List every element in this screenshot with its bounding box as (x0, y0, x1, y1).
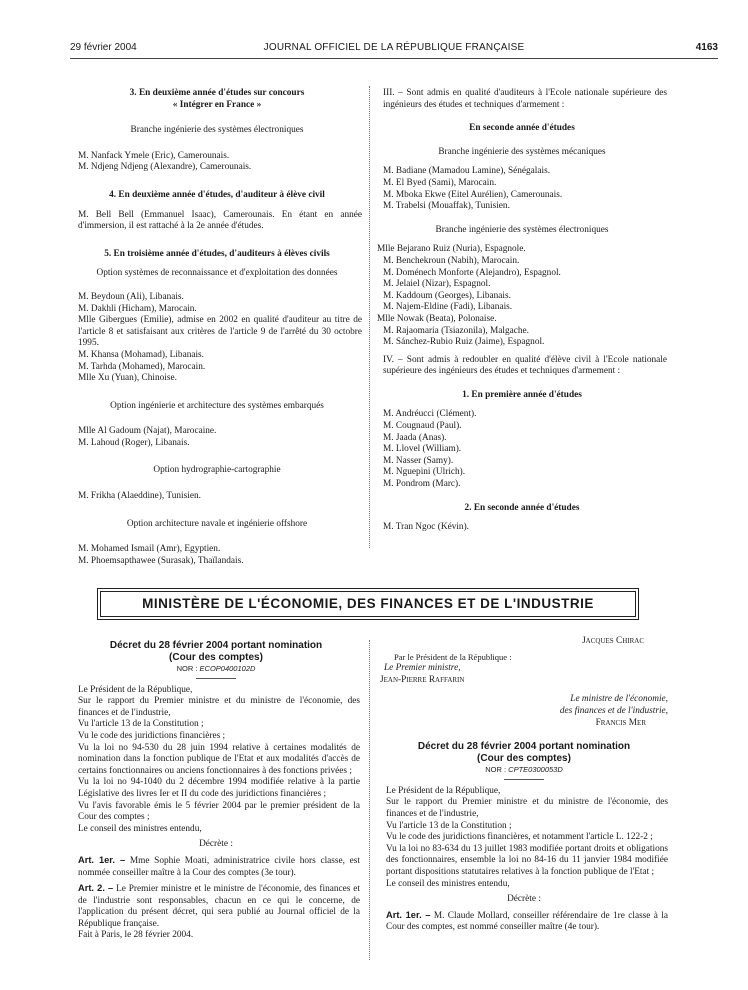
decree-1-para: Vu la loi no 94-530 du 28 juin 1994 relative à certaines modalités de nomination dans la fonction publique de l'Etat et aux modalités d'accès de certains fonctionnaires ou anciens fonctionnaires à des fonctions privées ; (78, 742, 360, 776)
page-number: 4163 (695, 42, 718, 53)
list-item: M. Doménech Monforte (Alejandro), Espagnol. (383, 267, 561, 278)
list-item: M. Frikha (Alaeddine), Tunisien. (78, 491, 201, 502)
section-4-title: 4. En deuxième année d'études, d'auditeur à élève civil (109, 189, 325, 200)
list-item: M. Jaada (Anas). (383, 432, 447, 443)
section-iii-branch-2: Branche ingénierie des systèmes électroniques (435, 224, 609, 235)
list-item: M. Cougnaud (Paul). (383, 421, 462, 432)
option-1-title: Option systèmes de reconnaissance et d'exploitation des données (96, 268, 338, 279)
decree-1-para: Le conseil des ministres entendu, (78, 823, 202, 834)
header-date: 29 février 2004 (70, 42, 137, 53)
signature-par-le-president: Par le Président de la République : (394, 651, 512, 662)
decree-2-title: Décret du 28 février 2004 portant nomination (417, 741, 631, 753)
section-3-subtitle: « Intégrer en France » (172, 99, 262, 110)
list-item: M. Nasser (Samy). (383, 455, 454, 466)
left-column-top (72, 88, 362, 567)
decree-2-art-1: Art. 1er. – M. Claude Mollard, conseiller référendaire de 1re classe à la Cour des comptes, est nommé conseiller maître (4e tour). (386, 909, 668, 933)
decree-2-rule (504, 779, 544, 780)
list-item: M. Benchekroun (Nabih), Marocain. (383, 255, 520, 266)
section-4-text: M. Bell Bell (Emmanuel Isaac), Camerounais. En étant en année d'immersion, il est rattaché à la 2e année d'études. (78, 209, 362, 232)
list-item: M. Nguepini (Ulrich). (383, 467, 466, 478)
option-4-title: Option architecture navale et ingénierie offshore (126, 518, 308, 529)
decree-1-art-1: Art. 1er. – Mme Sophie Moati, administratrice civile hors classe, est nommée conseiller maître à la Cour des comptes (3e tour). (78, 854, 360, 878)
list-item: M. Pondrom (Marc). (383, 479, 461, 490)
column-divider-bottom (369, 640, 370, 960)
decree-1-nor: NOR : ECOP0400102D (176, 664, 256, 673)
decree-2-para: Sur le rapport du Premier ministre et du ministre de l'économie, des finances et de l'industrie, (386, 797, 668, 819)
list-item: M. Andréucci (Clément). (383, 409, 477, 420)
list-item: Mlle Nowak (Beata), Polonaise. (377, 313, 497, 324)
section-iii-text: III. – Sont admis en qualité d'auditeurs à l'Ecole nationale supérieure des ingénieurs des études et techniques d'armement : (383, 88, 667, 110)
list-item: Mlle Bejarano Ruiz (Nuria), Espagnole. (377, 244, 526, 255)
section-iii-branch-1: Branche ingénierie des systèmes mécaniques (438, 146, 606, 157)
list-item: M. Sánchez-Rubio Ruiz (Jaime), Espagnol. (383, 337, 545, 348)
list-item: M. Mboka Ekwe (Eitel Aurélien), Camerounais. (383, 189, 563, 200)
decree-2-para: Le conseil des ministres entendu, (386, 878, 510, 889)
list-item: M. Lahoud (Roger), Libanais. (78, 437, 190, 448)
section-5-title: 5. En troisième année d'études, d'auditeurs à élèves civils (104, 248, 330, 259)
decree-1-fait: Fait à Paris, le 28 février 2004. (78, 930, 194, 941)
list-item: M. Jelaiel (Nizar), Espagnol. (383, 279, 491, 290)
list-item: M. Najem-Eldine (Fadi), Libanais. (383, 302, 513, 313)
section-iv-text: IV. – Sont admis à redoubler en qualité d'élève civil à l'Ecole nationale supérieure des ingénieurs des études et techniques d'armement : (383, 354, 667, 377)
section-iv-sub-2: 2. En seconde année d'études (464, 502, 580, 513)
signature-minister-title-2: des finances et de l'industrie, (559, 705, 668, 716)
option-2-title: Option ingénierie et architecture des systèmes embarqués (110, 400, 324, 411)
signature-president: Jacques Chirac (582, 636, 644, 646)
option-3-title: Option hydrographie-cartographie (153, 465, 281, 476)
list-item: Mlle Gibergues (Emilie), admise en 2002 en qualité d'auditeur au titre de l'article 8 et satisfaisant aux critères de l'article 9 de l'arrêté du 30 octobre 1995. (78, 315, 362, 349)
list-item: M. Beydoun (Ali), Libanais. (78, 291, 184, 302)
section-3-branch: Branche ingénierie des systèmes électroniques (130, 125, 304, 136)
list-item: M. Tran Ngoc (Kévin). (383, 522, 469, 533)
signature-pm-name: Jean-Pierre Raffarin (380, 674, 465, 685)
decree-1-title: Décret du 28 février 2004 portant nomination (109, 640, 323, 651)
list-item: M. Badiane (Mamadou Lamine), Sénégalais. (383, 166, 551, 177)
list-item: M. Khansa (Mohamad), Libanais. (78, 349, 204, 360)
running-header (70, 42, 718, 56)
list-item: Mlle Al Gadoum (Najat), Marocaine. (78, 426, 217, 437)
list-item: Mlle Xu (Yuan), Chinoise. (78, 373, 177, 384)
decree-1-para: Vu la loi no 94-1040 du 2 décembre 1994 modifiée relative à la partie Législative des livres Ier et II du code des juridictions financières ; (78, 777, 360, 799)
decree-2-para: Vu la loi no 83-634 du 13 juillet 1983 modifiée portant droits et obligations des fonctionnaires, ensemble la loi no 84-16 du 11 janvier 1984 modifiée portant dispositions statutaires relatives à la fonction publique de l'Etat ; (386, 843, 668, 877)
section-iii-subtitle: En seconde année d'études (469, 123, 575, 134)
section-iv-sub-1: 1. En première année d'études (462, 389, 582, 400)
decree-1-para: Sur le rapport du Premier ministre et du ministre de l'économie, des finances et de l'industrie, (78, 696, 360, 718)
decree-1-para: Vu l'avis favorable émis le 5 février 2004 par le premier président de la Cour des comptes ; (78, 800, 360, 823)
decree-1-art-2: Art. 2. – Le Premier ministre et le ministre de l'économie, des finances et de l'industrie sont responsables, chacun en ce qui le concerne, de l'application du présent décret, qui sera publié au Journal officiel de la République française. (78, 883, 360, 929)
signature-pm-title: Le Premier ministre, (384, 663, 461, 674)
decree-2-para: Vu le code des juridictions financières, et notamment l'article L. 122-2 ; (386, 832, 653, 843)
signature-minister-name: Francis Mer (595, 717, 646, 728)
list-item: M. Kaddoum (Georges), Libanais. (383, 290, 511, 301)
list-item: M. Tarhda (Mohamed), Marocain. (78, 361, 206, 372)
decree-2-subtitle: (Cour des comptes) (477, 752, 571, 764)
list-item: M. Dakhli (Hicham), Marocain. (78, 303, 197, 314)
right-column-top (377, 88, 667, 534)
decree-2-para: Le Président de la République, (386, 785, 501, 796)
list-item: M. Llovel (William). (383, 444, 462, 455)
list-item: M. Trabelsi (Mouaffak), Tunisien. (383, 201, 510, 212)
list-item: M. Rajaomaria (Tsiazonila), Malgache. (383, 325, 529, 336)
list-item: M. Mohamed Ismail (Amr), Egyptien. (78, 544, 221, 555)
right-column-bottom (380, 636, 668, 934)
ministry-banner: MINISTÈRE DE L'ÉCONOMIE, DES FINANCES ET DE L'INDUSTRIE (100, 591, 636, 617)
decree-2-decrete: Décrète : (507, 894, 541, 905)
signature-minister-title-1: Le ministre de l'économie, (570, 694, 668, 705)
decree-1-decrete: Décrète : (199, 839, 233, 850)
column-divider-top (369, 86, 370, 548)
decree-2-para: Vu l'article 13 de la Constitution ; (386, 820, 512, 831)
section-3-title: 3. En deuxième année d'études sur concours (129, 88, 305, 98)
list-item: M. Ndjeng Ndjeng (Alexandre), Camerounais. (78, 162, 252, 173)
decree-2-nor: NOR : CPTE0300053D (485, 765, 563, 775)
decree-1 (72, 640, 360, 942)
decree-1-para: Vu le code des juridictions financières ; (78, 730, 226, 741)
list-item: M. Phoemsapthawee (Surasak), Thaïlandais. (78, 555, 244, 566)
journal-title: JOURNAL OFFICIEL DE LA RÉPUBLIQUE FRANÇAISE (263, 42, 525, 53)
list-item: M. El Byed (Sami), Marocain. (383, 177, 497, 188)
header-rule (70, 58, 718, 59)
decree-1-rule (196, 678, 236, 679)
decree-1-para: Vu l'article 13 de la Constitution ; (78, 719, 204, 730)
decree-1-subtitle: (Cour des comptes) (169, 651, 263, 663)
list-item: M. Nanfack Ymele (Eric), Camerounais. (78, 150, 230, 161)
decree-1-para: Le Président de la République, (78, 684, 193, 695)
